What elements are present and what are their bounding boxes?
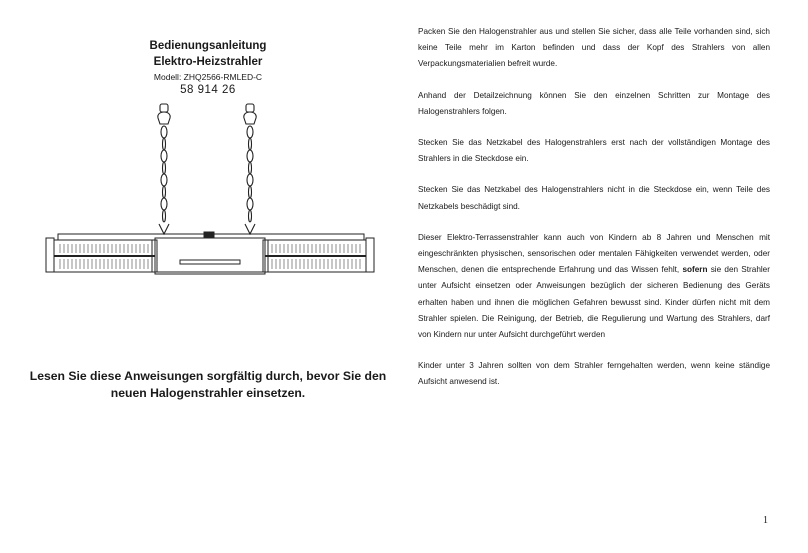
children-usage-text-a: Dieser Elektro-Terrassenstrahler kann auch von Kindern ab 8 Jahren und Menschen mit eingeschränkten physischen, sensorischen oder mentalen Fähigkeiten verwendet werden, oder Menschen, denen die entsprechende Erfahrung und das Wissen fehlt, bbox=[418, 232, 770, 275]
safety-warning bbox=[0, 368, 416, 402]
safety-warning-line2: neuen Halogenstrahler einsetzen. bbox=[110, 386, 306, 400]
children-usage-emphasis: sofern bbox=[682, 265, 708, 275]
product-title: Elektro-Heizstrahler bbox=[153, 56, 263, 68]
manual-title: Bedienungsanleitung bbox=[149, 40, 267, 52]
safety-warning-line1: Lesen Sie diese Anweisungen sorgfältig durch, bevor Sie den bbox=[29, 369, 387, 383]
left-hanging-chain bbox=[158, 104, 170, 234]
heater-body bbox=[46, 232, 374, 274]
heater-drawing bbox=[40, 100, 380, 282]
children-usage-text-b: sie den Strahler unter Aufsicht einsetzen oder Anweisungen bezüglich der sicheren Bedienung des Geräts erhalten haben und ihnen die möglichen Gefahren bewusst sind. Kinder dürfen nicht mit dem Strahler spielen. Die Reinigung, der Betrieb, die Regulierung und Wartung des Strahlers, darf von Kindern nur unter Aufsicht durchgeführt werden bbox=[418, 265, 770, 340]
instruction-unpack: Packen Sie den Halogenstrahler aus und stellen Sie sicher, dass alle Teile vorhanden sind, sich keine Teile mehr im Karton befinden und dass der Kopf des Strahlers von allen Verpackungsmaterialien befreit wurde. bbox=[418, 27, 770, 69]
article-number: 58 914 26 bbox=[180, 84, 236, 96]
instruction-power-cable: Stecken Sie das Netzkabel des Halogenstrahlers erst nach der vollständigen Montage des Strahlers in die Steckdose ein. bbox=[418, 138, 770, 164]
instruction-assembly: Anhand der Detailzeichnung können Sie den einzelnen Schritten zur Montage des Halogenstrahlers folgen. bbox=[418, 90, 770, 116]
instruction-damaged-cable: Stecken Sie das Netzkabel des Halogenstrahlers nicht in die Steckdose ein, wenn Teile des Netzkabels beschädigt sind. bbox=[418, 185, 770, 211]
instructions-column bbox=[418, 24, 770, 406]
instruction-young-children: Kinder unter 3 Jahren sollten von dem Strahler ferngehalten werden, wenn keine ständige Aufsicht anwesend ist. bbox=[418, 361, 770, 387]
right-hanging-chain bbox=[244, 104, 256, 234]
instruction-children-usage bbox=[418, 230, 770, 343]
model-number: Modell: ZHQ2566-RMLED-C bbox=[153, 72, 263, 82]
page-number: 1 bbox=[763, 515, 768, 526]
